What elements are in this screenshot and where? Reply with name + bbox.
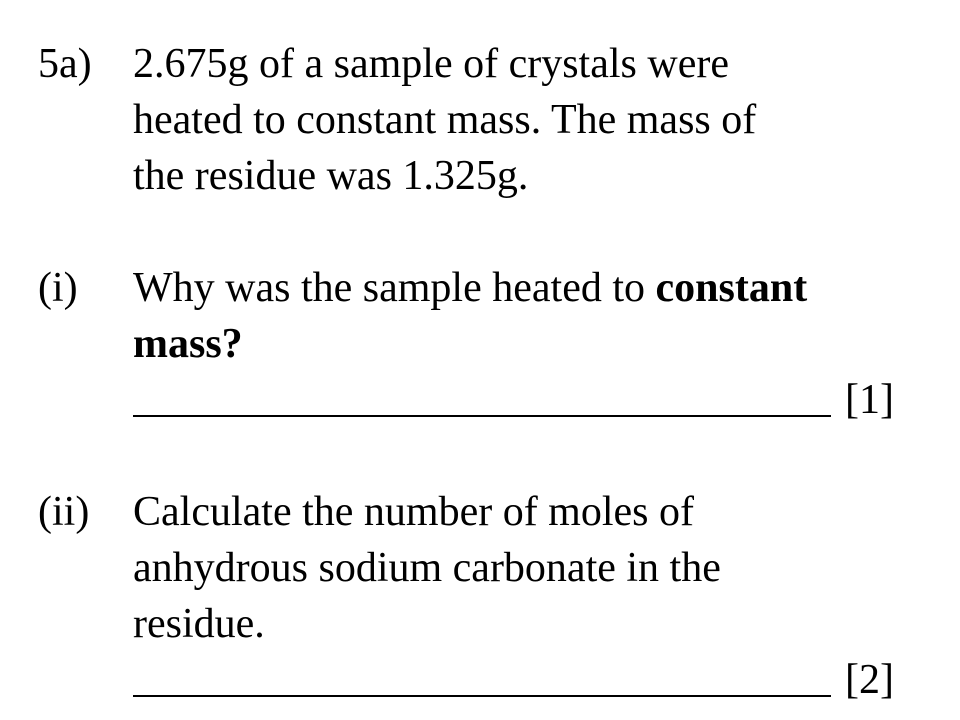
part-i-bold-text-2: mass? <box>133 321 243 367</box>
part-i-question-text: Why was the sample heated to <box>133 265 656 311</box>
answer-rule <box>133 415 831 417</box>
part-ii-number: (ii) <box>38 489 90 535</box>
part-i-line-1 <box>133 260 807 316</box>
question-line-1: 2.675g of a sample of crystals were <box>133 41 729 87</box>
part-ii-line-2: anhydrous sodium carbonate in the <box>133 545 721 591</box>
question-number: 5a) <box>38 41 92 87</box>
part-ii-line-3: residue. <box>133 601 265 647</box>
part-i-number: (i) <box>38 265 78 311</box>
part-ii-line-1: Calculate the number of moles of <box>133 489 694 535</box>
part-ii-answer-line[interactable] <box>133 652 903 708</box>
question-line-2: heated to constant mass. The mass of <box>133 97 757 143</box>
part-i-answer-line[interactable] <box>133 372 903 428</box>
question-line-3: the residue was 1.325g. <box>133 153 529 199</box>
part-i-marks: [1] <box>845 377 894 423</box>
part-i-line-2 <box>133 316 243 372</box>
part-ii-marks: [2] <box>845 657 894 703</box>
part-i-bold-text: constant <box>655 265 808 311</box>
answer-rule <box>133 695 831 697</box>
